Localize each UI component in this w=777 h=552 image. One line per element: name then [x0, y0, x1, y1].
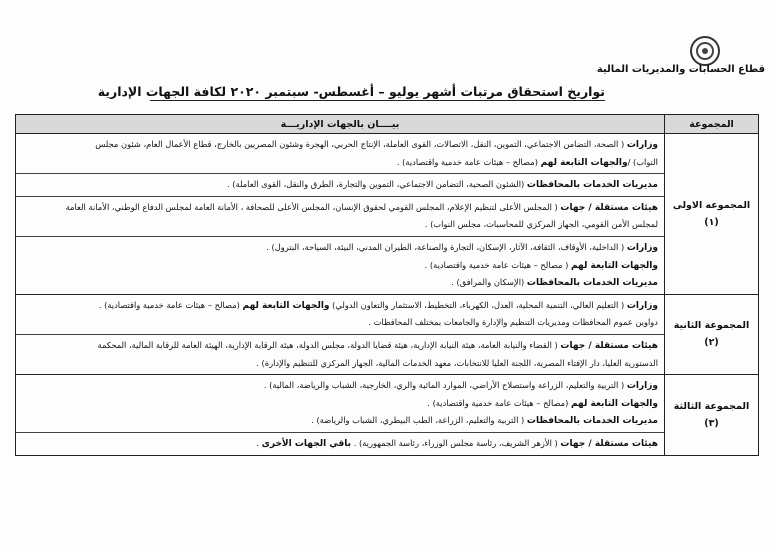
group-number: (٢): [704, 337, 719, 349]
header-group-cell: المجموعة: [664, 115, 758, 133]
entity-list-text: ( الصحة، التضامن الاجتماعي، التموين، النقل، الاتصالات، القوى العاملة، الإنتاج الحربي، الهجرة وشئون المصريين بالخارج، قطاع الأعمال العام، شئون مجلس: [95, 139, 627, 149]
entity-list-text: ( القضاء والنيابة العامة، هيئة النيابة الإدارية، هيئة قضايا الدولة، مجلس الدولة، هيئة الرقابة الإدارية، الهيئة العامة للرقابة المالية، المحكمة: [97, 339, 561, 350]
group-name-cell: [664, 295, 758, 374]
entity-category-label: هيئات مستقلة / جهات: [560, 202, 658, 213]
entity-list-text: (الشئون الصحية، التضامن الاجتماعي، التموين والتجارة، الطرق والنقل، القوى العاملة) .: [227, 179, 527, 190]
ministry-logo-icon: [690, 36, 720, 66]
entity-list-text: ( مصالح – هيئات عامة خدمية واقتصادية) .: [424, 259, 571, 270]
entity-line: [22, 239, 658, 257]
entity-section: [16, 174, 664, 197]
entity-list-text: ( الداخلية، الأوقاف، الثقافة، الآثار، الإسكان، التجارة والصناعة، الطيران المدني، البيئة، السياحة، البترول) .: [266, 241, 627, 252]
entity-list-text: ( التربية والتعليم، الزراعة، الطب البيطري، الشباب والرياضة) .: [311, 415, 527, 426]
group-number: (١): [704, 216, 719, 228]
entity-category-label: هيئات مستقلة / جهات: [560, 340, 658, 351]
entity-category-label: مديريات الخدمات بالمحافظات: [526, 416, 658, 427]
entity-list-text: ( التربية والتعليم، الزراعة واستصلاح الأراضي، الموارد المائية والري، الخارجية، الشباب والرياضة، المالية) .: [263, 380, 627, 391]
entity-category-label: وزارات: [626, 140, 658, 150]
entity-list-text: لمجلس الأمن القومي، الجهاز المركزي للمحاسبات، مجلس النواب) .: [424, 219, 658, 230]
entity-category-label: وزارات: [626, 300, 658, 311]
entity-line: [22, 412, 658, 430]
entity-list-text: .: [256, 437, 262, 448]
entity-line: [22, 199, 658, 217]
entity-section: [16, 237, 664, 294]
entity-line: [22, 154, 658, 172]
group-entities-cell: [16, 375, 664, 454]
entity-list-text: (مصالح – هيئات عامة خدمية واقتصادية) .: [98, 299, 243, 310]
schedule-table: [15, 114, 759, 456]
entity-line: [22, 216, 658, 234]
table-header-row: [16, 115, 758, 134]
entity-section: [16, 335, 664, 374]
entity-line: [22, 274, 658, 292]
entity-section: [16, 197, 664, 237]
group-entities-cell: [16, 295, 664, 374]
entity-section: [16, 375, 664, 433]
entity-section: [16, 134, 664, 174]
entity-line: [22, 136, 658, 154]
entity-list-text: ( التعليم العالي، التنمية المحلية، العدل، الكهرباء، التخطيط، الاستثمار والتعاون الدولي): [329, 299, 627, 310]
entity-category-label: والجهات التابعة لهم: [571, 260, 658, 271]
document-title: تواريخ استحقاق مرتبات أشهر يوليو – أغسطس- سبتمبر ٢٠٢٠ لكافة الجهات الإدارية: [97, 84, 605, 99]
entity-section: [16, 433, 664, 455]
entity-list-text: (مصالح – هيئات عامة خدمية واقتصادية) .: [396, 156, 541, 167]
entity-category-label: هيئات مستقلة / جهات: [560, 438, 658, 449]
table-body: [16, 134, 758, 455]
group-entities-cell: [16, 134, 664, 294]
entity-section: [16, 295, 664, 335]
group-name: المجموعة الثالثة: [673, 400, 750, 412]
group-row: [16, 295, 758, 375]
entity-line: [22, 176, 658, 194]
group-name: المجموعه الاولى: [672, 199, 751, 211]
group-name-cell: [664, 134, 758, 294]
entity-list-text: النواب) /: [627, 156, 658, 167]
entity-line: [22, 395, 658, 413]
entity-category-label: وزارات: [626, 381, 658, 392]
entity-category-label: مديريات الخدمات بالمحافظات: [526, 278, 658, 289]
entity-category-label: والجهات التابعة لهم: [571, 398, 658, 409]
group-name: المجموعة الثانية: [673, 320, 750, 332]
entity-list-text: ( الأزهر الشريف، رئاسة مجلس الوزراء، رئاسة الجمهورية) .: [351, 437, 561, 448]
entity-line: [22, 377, 658, 395]
group-row: [16, 134, 758, 295]
organization-name: قطاع الحسابات والمديريات المالية: [596, 64, 765, 75]
group-row: [16, 375, 758, 454]
entity-line: [22, 297, 658, 315]
group-number: (٣): [704, 417, 719, 429]
entity-list-text: (مصالح – هيئات عامة خدمية واقتصادية) .: [427, 397, 571, 408]
entity-line: [22, 337, 658, 355]
entity-line: [22, 314, 658, 332]
entity-list-text: دواوين عموم المحافظات ومديريات التنظيم والإدارة والجامعات بمختلف المحافظات .: [368, 317, 658, 328]
entity-line: [22, 355, 658, 373]
entity-category-label: والجهات التابعة لهم: [540, 157, 628, 168]
entity-category-label: مديريات الخدمات بالمحافظات: [526, 180, 658, 191]
entity-category-label: باقي الجهات الأخرى: [261, 438, 352, 449]
entity-category-label: وزارات: [626, 242, 658, 253]
group-name-cell: [664, 375, 758, 454]
entity-list-text: ( المجلس الأعلى لتنظيم الإعلام، المجلس القومي لحقوق الإنسان، المجلس الأعلى للصحافة ، الأمانة العامة لمجلس الدفاع الوطني، الأمانة العامة: [65, 201, 561, 212]
entity-line: [22, 257, 658, 275]
entity-list-text: (الإسكان والمرافق) .: [451, 277, 527, 288]
entity-line: [22, 435, 658, 453]
entity-list-text: الدستورية العليا، دار الإفتاء المصرية، اللجنة العليا للانتخابات، معهد الخدمات المالية، الجهاز المركزي للتنظيم والإدارة) .: [256, 357, 658, 368]
header-description-cell: بيــــان بالجهات الإداريـــة: [280, 118, 400, 130]
entity-category-label: والجهات التابعة لهم: [242, 300, 330, 311]
